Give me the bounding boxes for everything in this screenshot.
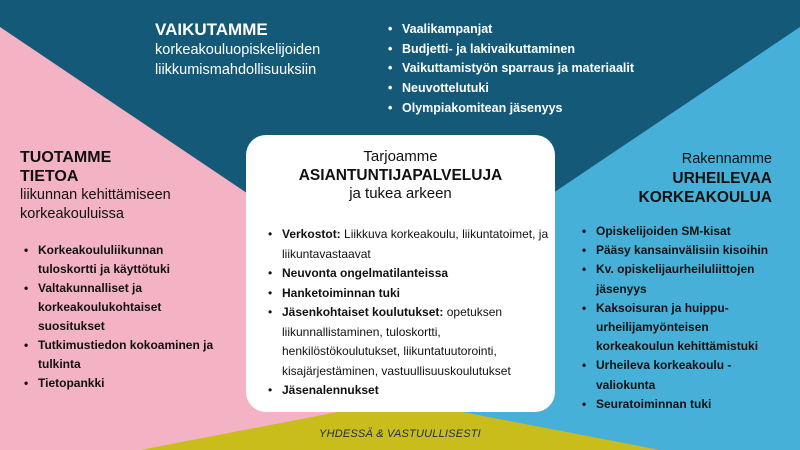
right-title-line-1: URHEILEVAA xyxy=(672,170,772,187)
center-card xyxy=(246,135,555,412)
right-subtitle: Rakennamme xyxy=(681,151,772,167)
top-subtitle-line-1: korkeakouluopiskelijoiden xyxy=(155,42,321,58)
item-bold: Jäsenalennukset xyxy=(282,383,379,397)
center-list xyxy=(268,225,553,401)
center-heading xyxy=(246,148,555,203)
center-line-1: Tarjoamme xyxy=(363,148,438,165)
left-section-heading xyxy=(20,148,171,224)
list-item: • Urheileva korkeakoulu -valiokunta xyxy=(582,356,787,394)
list-item xyxy=(268,303,553,381)
list-item: • Opiskelijoiden SM-kisat xyxy=(582,222,787,241)
list-item: • Korkeakoululiikunnan tuloskortti ja käyttötuki xyxy=(24,241,224,279)
list-item: • Neuvottelutuki xyxy=(388,79,634,99)
list-item xyxy=(268,284,553,304)
right-list xyxy=(582,222,787,414)
center-title: ASIANTUNTIJAPALVELUJA xyxy=(298,167,503,184)
item-text: opetuksen liikunnallistaminen, tuloskortti, henkilöstökoulutukset, liikuntatuutorointi, kisajärjestäminen, vastuullisuuskoulutukset xyxy=(282,305,511,378)
center-line-3: ja tukea arkeen xyxy=(349,185,452,202)
list-item: • Vaikuttamistyön sparraus ja materiaalit xyxy=(388,59,634,79)
list-item: • Seuratoiminnan tuki xyxy=(582,395,787,414)
item-bold: Jäsenkohtaiset koulutukset: xyxy=(282,305,444,319)
item-bold: Neuvonta ongelmatilanteissa xyxy=(282,266,449,280)
list-item: • Tutkimustiedon kokoaminen ja tulkinta xyxy=(24,336,224,374)
list-item: • Pääsy kansainvälisiin kisoihin xyxy=(582,241,787,260)
item-bold: Hanketoiminnan tuki xyxy=(282,285,401,300)
left-title-line-2: TIETOA xyxy=(20,168,79,185)
top-subtitle-line-2: liikkumismahdollisuuksiin xyxy=(155,62,317,78)
list-item: • Kaksoisuran ja huippu-urheilijamyönteisen korkeakoulun kehittämistuki xyxy=(582,299,787,357)
list-item: • Valtakunnalliset ja korkeakoulukohtaiset suositukset xyxy=(24,279,224,336)
left-list xyxy=(24,241,224,393)
list-item xyxy=(268,381,553,401)
list-item: • Kv. opiskelijaurheiluliittojen jäsenyys xyxy=(582,260,787,298)
top-list xyxy=(388,20,634,119)
list-item: • Vaalikampanjat xyxy=(388,20,634,40)
left-subtitle-line-1: liikunnan kehittämiseen xyxy=(20,187,171,203)
left-title-line-1: TUOTAMME xyxy=(20,149,112,166)
footer-slogan: YHDESSÄ & VASTUULLISESTI xyxy=(319,428,481,440)
top-section-heading xyxy=(155,20,320,80)
left-subtitle-line-2: korkeakouluissa xyxy=(20,206,124,222)
list-item: • Tietopankki xyxy=(24,374,224,393)
right-title-line-2: KORKEAKOULUA xyxy=(638,189,772,206)
list-item: • Olympiakomitean jäsenyys xyxy=(388,99,634,119)
top-title: VAIKUTAMME xyxy=(155,20,268,39)
item-text: Liikkuva korkeakoulu, liikuntatoimet, ja liikuntavastaavat xyxy=(282,227,549,261)
list-item xyxy=(268,264,553,284)
list-item: • Budjetti- ja lakivaikuttaminen xyxy=(388,40,634,60)
right-section-heading xyxy=(639,150,772,207)
list-item xyxy=(268,225,553,264)
item-bold: Verkostot: xyxy=(282,227,341,241)
